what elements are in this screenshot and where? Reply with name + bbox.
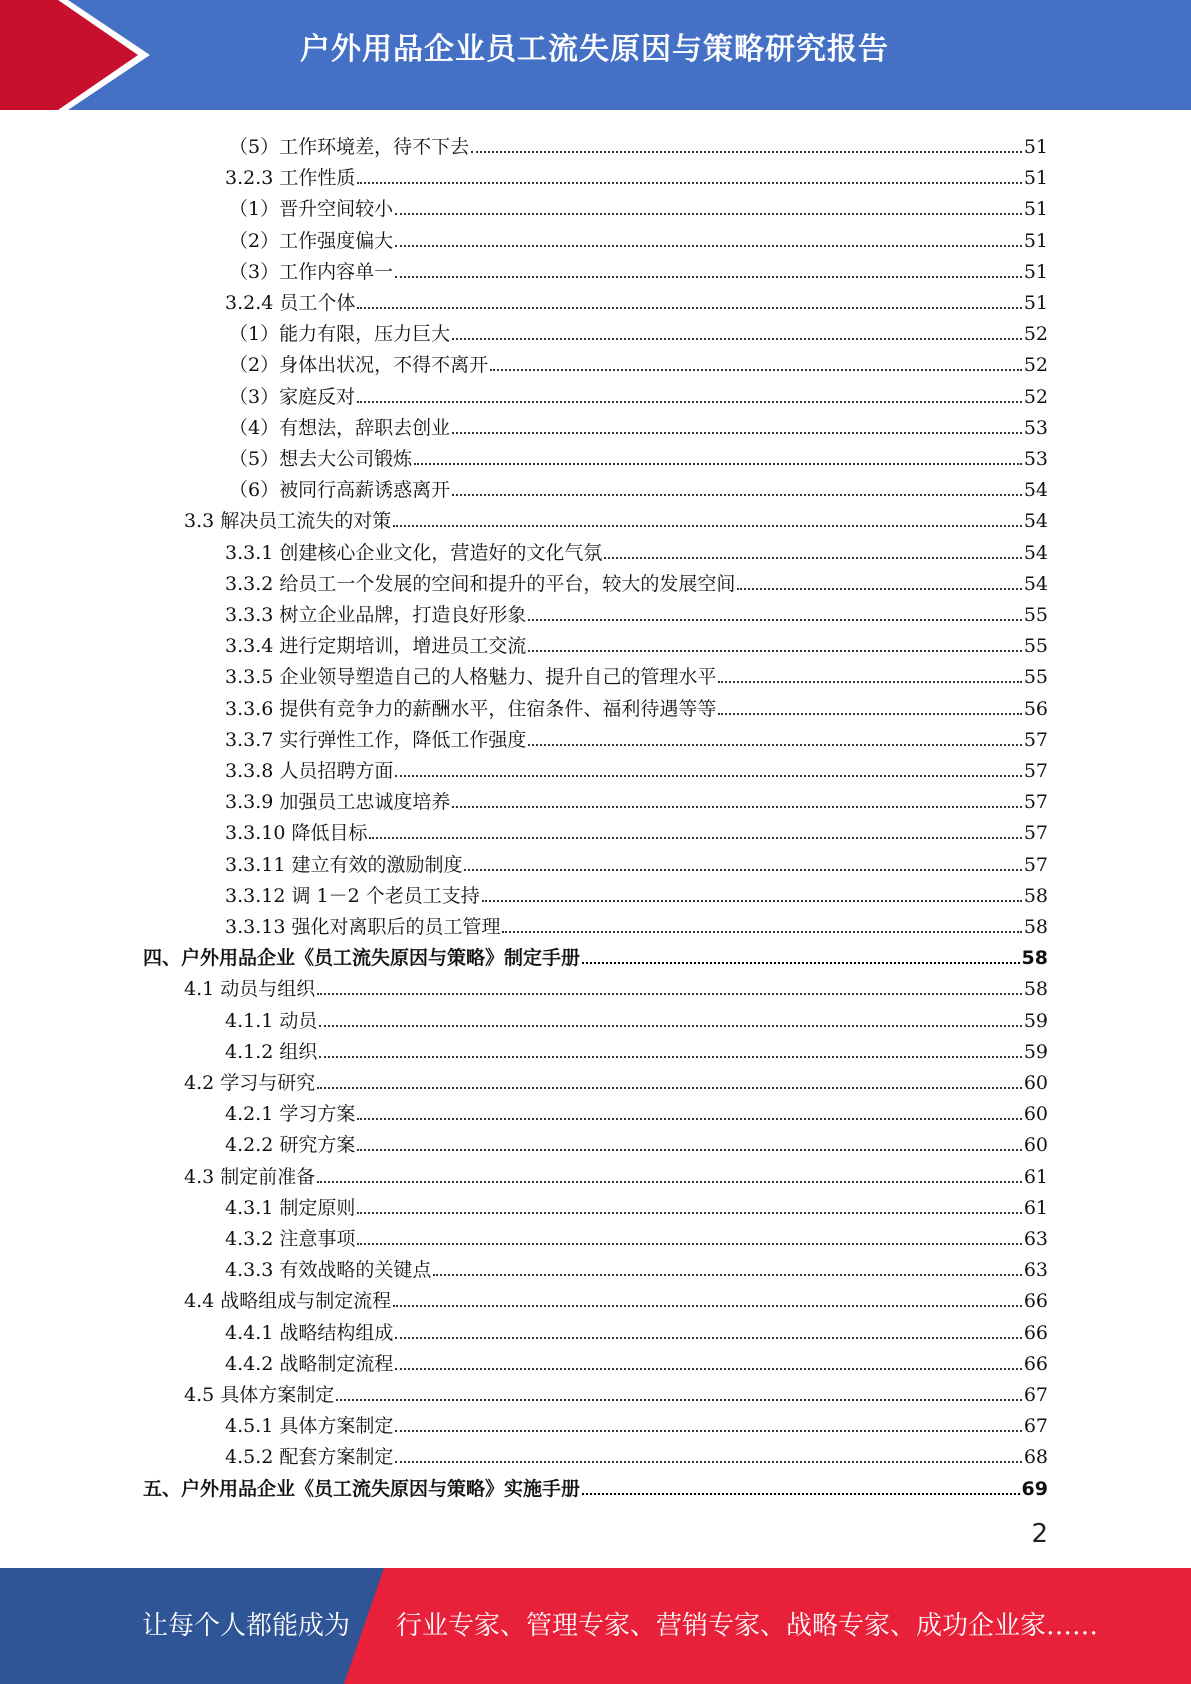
toc-entry-page: 55 — [1023, 635, 1048, 658]
toc-dot-leader — [317, 1181, 1022, 1183]
toc-dot-leader — [395, 276, 1022, 278]
toc-entry-title: （3）工作内容单一 — [229, 260, 394, 283]
toc-entry-title: （2）工作强度偏大 — [229, 229, 394, 252]
toc-entry-title: 3.3.8 人员招聘方面 — [225, 760, 394, 782]
toc-entry-page: 60 — [1023, 1134, 1048, 1157]
toc-entry[interactable] — [0, 1281, 1191, 1312]
toc-entry[interactable] — [0, 813, 1191, 844]
toc-dot-leader — [718, 681, 1021, 683]
toc-entry-page: 69 — [1021, 1477, 1048, 1500]
toc-entry-title: （2）身体出状况，不得不离开 — [229, 354, 489, 377]
toc-entry-page: 67 — [1023, 1415, 1048, 1438]
toc-entry-title: 4.5 具体方案制定 — [184, 1384, 335, 1406]
toc-entry-title: 3.3.12 调 1－2 个老员工支持 — [225, 884, 480, 907]
toc-entry-page: 52 — [1023, 385, 1048, 408]
toc-dot-leader — [452, 494, 1022, 496]
toc-entry-title: 4.2.2 研究方案 — [225, 1134, 356, 1157]
toc-entry-title: 3.3.13 强化对离职后的员工管理 — [225, 916, 501, 938]
toc-dot-leader — [528, 619, 1021, 621]
toc-dot-leader — [319, 1025, 1021, 1027]
toc-entry[interactable] — [0, 377, 1191, 408]
toc-entry-title: 3.3.10 降低目标 — [225, 822, 368, 845]
toc-dot-leader — [395, 1368, 1021, 1370]
toc-entry-title: 五、户外用品企业《员工流失原因与策略》实施手册 — [143, 1477, 581, 1500]
toc-chapter-entry[interactable] — [0, 938, 1191, 969]
toc-entry-page: 66 — [1023, 1352, 1048, 1375]
toc-entry-title: 4.4.2 战略制定流程 — [225, 1352, 394, 1375]
page-header — [0, 0, 1191, 110]
toc-entry[interactable] — [0, 1157, 1191, 1188]
toc-dot-leader — [395, 1337, 1021, 1339]
toc-dot-leader — [737, 588, 1021, 590]
toc-entry[interactable] — [0, 1375, 1191, 1406]
toc-entry-title: 3.3.2 给员工一个发展的空间和提升的平台，较大的发展空间 — [225, 572, 736, 595]
toc-entry-page: 59 — [1023, 1009, 1048, 1032]
toc-entry-title: 3.3.4 进行定期培训，增进员工交流 — [225, 635, 527, 658]
toc-entry[interactable] — [0, 314, 1191, 345]
toc-entry[interactable] — [0, 1344, 1191, 1375]
toc-entry-title: 四、户外用品企业《员工流失原因与策略》制定手册 — [143, 947, 581, 970]
toc-entry-title: 4.4.1 战略结构组成 — [225, 1321, 394, 1344]
toc-entry-page: 51 — [1023, 136, 1048, 158]
toc-dot-leader — [357, 182, 1021, 184]
toc-entry[interactable] — [0, 1125, 1191, 1156]
toc-dot-leader — [357, 307, 1021, 309]
toc-entry[interactable] — [0, 221, 1191, 252]
toc-entry-title: 4.2.1 学习方案 — [225, 1103, 356, 1126]
toc-entry[interactable] — [0, 876, 1191, 907]
toc-dot-leader — [395, 1461, 1021, 1463]
toc-dot-leader — [433, 1274, 1021, 1276]
toc-entry-title: （4）有想法，辞职去创业 — [229, 416, 451, 439]
toc-entry-title: 4.5.2 配套方案制定 — [225, 1446, 394, 1469]
toc-entry-page: 54 — [1023, 541, 1048, 564]
toc-entry-title: 4.3.2 注意事项 — [225, 1228, 356, 1250]
toc-entry[interactable] — [0, 127, 1191, 158]
toc-dot-leader — [604, 557, 1021, 559]
toc-entry[interactable] — [0, 782, 1191, 813]
toc-entry[interactable] — [0, 595, 1191, 626]
toc-entry-title: 3.2.4 员工个体 — [225, 292, 356, 314]
toc-dot-leader — [395, 213, 1022, 215]
toc-entry[interactable] — [0, 1313, 1191, 1344]
toc-dot-leader — [528, 744, 1021, 746]
toc-entry-title: 4.3 制定前准备 — [184, 1165, 316, 1188]
toc-dot-leader — [357, 1118, 1021, 1120]
toc-entry-page: 53 — [1023, 448, 1048, 470]
toc-entry-page: 57 — [1023, 791, 1048, 814]
toc-entry-title: 4.3.1 制定原则 — [225, 1196, 356, 1219]
toc-entry-title: 4.3.3 有效战略的关键点 — [225, 1259, 432, 1282]
toc-dot-leader — [393, 1305, 1022, 1307]
toc-entry[interactable] — [0, 845, 1191, 876]
toc-entry[interactable] — [0, 1437, 1191, 1468]
toc-entry-page: 55 — [1023, 666, 1048, 689]
toc-dot-leader — [471, 151, 1022, 153]
toc-entry-page: 54 — [1023, 510, 1048, 533]
toc-entry-title: （5）想去大公司锻炼 — [229, 448, 413, 470]
toc-entry-page: 58 — [1021, 947, 1048, 970]
toc-dot-leader — [452, 338, 1022, 340]
toc-entry-title: 4.5.1 具体方案制定 — [225, 1415, 394, 1438]
footer-slogan-left: 让每个人都能成为 — [142, 1611, 351, 1641]
toc-entry-title: （6）被同行高薪诱惑离开 — [229, 479, 451, 502]
toc-entry-title: 3.3.6 提供有竞争力的薪酬水平，住宿条件、福利待遇等等 — [225, 697, 717, 720]
toc-entry-page: 58 — [1023, 978, 1048, 1001]
toc-entry[interactable] — [0, 1032, 1191, 1063]
toc-entry-page: 53 — [1023, 416, 1048, 439]
toc-dot-leader — [452, 432, 1022, 434]
toc-entry-page: 68 — [1023, 1446, 1048, 1469]
toc-entry-page: 55 — [1023, 604, 1048, 626]
toc-entry[interactable] — [0, 564, 1191, 595]
toc-entry[interactable] — [0, 439, 1191, 470]
toc-entry-page: 52 — [1023, 354, 1048, 377]
toc-entry-title: （1）能力有限，压力巨大 — [229, 323, 451, 346]
toc-dot-leader — [582, 1493, 1020, 1495]
footer-slogan-right: 行业专家、管理专家、营销专家、战略专家、成功企业家…… — [396, 1611, 1099, 1641]
toc-entry[interactable] — [0, 1001, 1191, 1032]
toc-entry[interactable] — [0, 626, 1191, 657]
toc-entry-title: 3.2.3 工作性质 — [225, 167, 356, 190]
toc-entry-title: 3.3.9 加强员工忠诚度培养 — [225, 791, 451, 814]
toc-chapter-entry[interactable] — [0, 1469, 1191, 1500]
toc-entry-page: 63 — [1023, 1228, 1048, 1250]
toc-entry-title: 3.3.7 实行弹性工作，降低工作强度 — [225, 728, 527, 751]
toc-entry[interactable] — [0, 533, 1191, 564]
toc-entry-page: 57 — [1023, 853, 1048, 876]
toc-entry-page: 60 — [1023, 1103, 1048, 1126]
toc-entry[interactable] — [0, 1094, 1191, 1125]
toc-dot-leader — [395, 245, 1022, 247]
header-chevron-graphic — [0, 0, 160, 110]
toc-entry-page: 60 — [1023, 1072, 1048, 1094]
toc-dot-leader — [317, 993, 1022, 995]
toc-entry-title: 3.3.11 建立有效的激励制度 — [225, 853, 463, 876]
document-title: 户外用品企业员工流失原因与策略研究报告 — [300, 32, 889, 67]
toc-entry[interactable] — [0, 720, 1191, 751]
toc-entry[interactable] — [0, 1063, 1191, 1094]
toc-entry-page: 56 — [1023, 697, 1048, 720]
toc-entry[interactable] — [0, 1219, 1191, 1250]
toc-entry-page: 57 — [1023, 822, 1048, 845]
toc-entry[interactable] — [0, 189, 1191, 220]
toc-entry-title: （5）工作环境差，待不下去 — [229, 136, 470, 158]
toc-dot-leader — [319, 1056, 1021, 1058]
toc-entry-title: 3.3.1 创建核心企业文化，营造好的文化气氛 — [225, 541, 603, 564]
toc-entry[interactable] — [0, 689, 1191, 720]
toc-entry-page: 51 — [1023, 292, 1048, 314]
toc-dot-leader — [317, 1087, 1022, 1089]
page-number: 2 — [1031, 1519, 1048, 1549]
toc-dot-leader — [528, 650, 1021, 652]
toc-entry-page: 51 — [1023, 260, 1048, 283]
toc-dot-leader — [482, 900, 1022, 902]
toc-entry-page: 67 — [1023, 1384, 1048, 1406]
toc-entry-title: 4.2 学习与研究 — [184, 1072, 316, 1094]
toc-dot-leader — [718, 713, 1021, 715]
toc-entry-page: 66 — [1023, 1321, 1048, 1344]
toc-entry[interactable] — [0, 1188, 1191, 1219]
toc-entry-title: 3.3.5 企业领导塑造自己的人格魅力、提升自己的管理水平 — [225, 666, 717, 689]
toc-entry-page: 57 — [1023, 728, 1048, 751]
toc-entry[interactable] — [0, 283, 1191, 314]
toc-dot-leader — [357, 1212, 1021, 1214]
toc-entry[interactable] — [0, 158, 1191, 189]
toc-entry-title: 4.1.1 动员 — [225, 1009, 318, 1032]
toc-entry-page: 51 — [1023, 229, 1048, 252]
toc-entry-page: 58 — [1023, 916, 1048, 938]
toc-entry-page: 52 — [1023, 323, 1048, 346]
toc-entry[interactable] — [0, 501, 1191, 532]
toc-entry[interactable] — [0, 969, 1191, 1000]
toc-entry-page: 57 — [1023, 760, 1048, 782]
toc-dot-leader — [582, 962, 1020, 964]
toc-entry[interactable] — [0, 1406, 1191, 1437]
toc-entry-page: 51 — [1023, 198, 1048, 221]
toc-entry[interactable] — [0, 345, 1191, 376]
toc-entry[interactable] — [0, 408, 1191, 439]
toc-dot-leader — [395, 775, 1021, 777]
toc-dot-leader — [490, 369, 1022, 371]
toc-dot-leader — [502, 931, 1021, 933]
toc-dot-leader — [395, 1430, 1021, 1432]
toc-dot-leader — [414, 463, 1022, 465]
toc-entry-page: 66 — [1023, 1290, 1048, 1313]
toc-dot-leader — [357, 401, 1022, 403]
toc-dot-leader — [336, 1399, 1022, 1401]
toc-dot-leader — [369, 837, 1021, 839]
toc-entry-page: 61 — [1023, 1165, 1048, 1188]
toc-dot-leader — [393, 525, 1022, 527]
toc-entry-title: （3）家庭反对 — [229, 385, 356, 408]
toc-entry[interactable] — [0, 1250, 1191, 1281]
toc-entry-title: 4.1.2 组织 — [225, 1040, 318, 1063]
toc-dot-leader — [464, 869, 1021, 871]
toc-entry[interactable] — [0, 657, 1191, 688]
toc-dot-leader — [357, 1243, 1021, 1245]
page-footer — [0, 1568, 1191, 1684]
toc-entry-page: 63 — [1023, 1259, 1048, 1282]
toc-entry[interactable] — [0, 470, 1191, 501]
toc-entry[interactable] — [0, 907, 1191, 938]
toc-entry[interactable] — [0, 751, 1191, 782]
toc-entry-title: 4.1 动员与组织 — [184, 978, 316, 1001]
toc-entry[interactable] — [0, 252, 1191, 283]
toc-dot-leader — [452, 806, 1021, 808]
toc-entry-page: 54 — [1023, 572, 1048, 595]
toc-entry-title: 3.3 解决员工流失的对策 — [184, 510, 392, 533]
toc-entry-page: 59 — [1023, 1040, 1048, 1063]
toc-entry-page: 51 — [1023, 167, 1048, 190]
toc-entry-page: 61 — [1023, 1196, 1048, 1219]
toc-entry-page: 58 — [1023, 884, 1048, 907]
toc-entry-title: （1）晋升空间较小 — [229, 198, 394, 221]
toc-entry-title: 3.3.3 树立企业品牌，打造良好形象 — [225, 604, 527, 626]
toc-dot-leader — [357, 1149, 1021, 1151]
toc-entry-title: 4.4 战略组成与制定流程 — [184, 1290, 392, 1313]
toc-entry-page: 54 — [1023, 479, 1048, 502]
